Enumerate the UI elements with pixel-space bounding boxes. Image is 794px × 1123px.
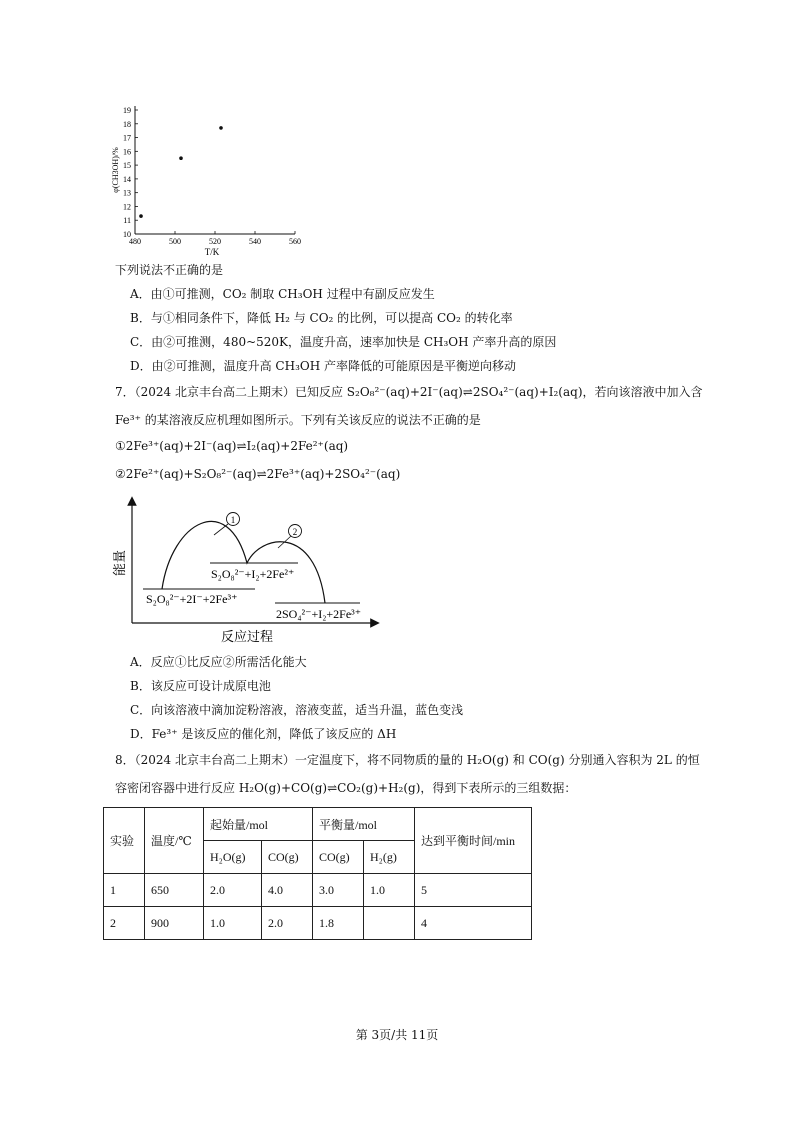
initial-label: S₂O₈²⁻+2I⁻+2Fe³⁺	[146, 592, 238, 606]
y-tick-label: 19	[123, 106, 131, 115]
peak-1-label: 1	[230, 515, 236, 525]
table-cell: 2	[104, 907, 145, 940]
y-tick-label: 12	[123, 202, 131, 212]
q7-equation-2: ②2Fe²⁺(aq)+S₂O₈²⁻(aq)⇌2Fe³⁺(aq)+2SO₄²⁻(aq)	[115, 467, 401, 481]
q6-option-a: A．由①可推测，CO₂ 制取 CH₃OH 过程中有副反应发生	[130, 287, 435, 301]
equilibrium-data-table	[103, 807, 532, 940]
q7-stem-line2: Fe³⁺ 的某溶液反应机理如图所示。下列有关该反应的说法不正确的是	[115, 413, 481, 427]
y-tick-label: 16	[123, 147, 131, 157]
intermediate-label: S₂O₈²⁻+I₂+2Fe²⁺	[211, 567, 295, 581]
subheader-co-eq: CO(g)	[313, 841, 364, 874]
x-tick-label: 520	[209, 237, 221, 246]
x-tick-label: 540	[249, 237, 261, 246]
table-row	[104, 907, 532, 940]
table-cell: 5	[415, 874, 532, 907]
table-cell: 1	[104, 874, 145, 907]
page-footer: 第 3页/共 11页	[355, 1028, 439, 1042]
table-cell	[364, 907, 415, 940]
x-tick-label: 480	[129, 237, 141, 246]
x-tick-label: 500	[169, 237, 181, 246]
scatter-point	[219, 126, 223, 130]
table-cell: 3.0	[313, 874, 364, 907]
peak-2-label: 2	[292, 527, 298, 537]
table-cell: 2.0	[262, 907, 313, 940]
header-initial-amount: 起始量/mol	[204, 808, 313, 841]
table-cell: 4.0	[262, 874, 313, 907]
energy-axis-label: 能量	[112, 549, 127, 577]
q7-option-d: D．Fe³⁺ 是该反应的催化剂，降低了该反应的 ΔH	[130, 727, 397, 741]
y-tick-label: 14	[123, 174, 131, 184]
table-header-row	[104, 808, 532, 841]
table-cell: 900	[145, 907, 204, 940]
q6-option-b: B．与①相同条件下，降低 H₂ 与 CO₂ 的比例，可以提高 CO₂ 的转化率	[130, 311, 513, 325]
header-experiment: 实验	[104, 808, 145, 874]
chart-points	[139, 126, 223, 218]
y-tick-label: 11	[123, 216, 131, 226]
reaction-axis-label: 反应过程	[220, 629, 274, 644]
y-tick-label: 15	[123, 161, 131, 171]
q6-option-c: C．由②可推测，480~520K，温度升高，速率加快是 CH₃OH 产率升高的原因	[130, 335, 557, 349]
q6-stem: 下列说法不正确的是	[115, 263, 224, 277]
table-cell: 1.0	[364, 874, 415, 907]
final-label: 2SO₄²⁻+I₂+2Fe³⁺	[276, 607, 362, 621]
q7-equation-1: ①2Fe³⁺(aq)+2I⁻(aq)⇌I₂(aq)+2Fe²⁺(aq)	[115, 439, 349, 453]
y-tick-label: 17	[123, 133, 131, 143]
q7-stem-line1: 7．（2024 北京丰台高二上期末）已知反应 S₂O₈²⁻(aq)+2I⁻(aq)⇌2SO₄²⁻(aq)+I₂(aq)，若向该溶液中加入含	[115, 385, 703, 399]
q7-option-a: A．反应①比反应②所需活化能大	[130, 655, 307, 669]
header-temperature: 温度/℃	[145, 808, 204, 874]
chart-x-label: T/K	[204, 247, 220, 257]
subheader-co: CO(g)	[262, 841, 313, 874]
chart-axes	[135, 106, 295, 234]
chart-ticks	[123, 106, 301, 246]
table-cell: 1.8	[313, 907, 364, 940]
y-tick-label: 10	[123, 230, 131, 239]
table-cell: 1.0	[204, 907, 262, 940]
y-tick-label: 13	[123, 188, 131, 198]
table-cell: 4	[415, 907, 532, 940]
y-tick-label: 18	[123, 119, 131, 129]
subheader-h2-eq: H₂(g)	[364, 841, 415, 874]
x-tick-label: 560	[289, 237, 301, 246]
scatter-point	[139, 214, 143, 218]
q6-option-d: D．由②可推测，温度升高 CH₃OH 产率降低的可能原因是平衡逆向移动	[130, 359, 517, 373]
q7-option-b: B．该反应可设计成原电池	[130, 679, 271, 693]
table-row	[104, 874, 532, 907]
ch3oh-scatter-chart	[100, 100, 310, 260]
q8-stem-line2: 容密闭容器中进行反应 H₂O(g)+CO(g)⇌CO₂(g)+H₂(g)，得到下表所示的三组数据：	[115, 781, 577, 795]
q8-stem-line1: 8．（2024 北京丰台高二上期末）一定温度下，将不同物质的量的 H₂O(g) 和 CO(g) 分别通入容积为 2L 的恒	[115, 753, 700, 767]
table-cell: 650	[145, 874, 204, 907]
scatter-point	[179, 156, 183, 160]
q7-option-c: C．向该溶液中滴加淀粉溶液，溶液变蓝，适当升温，蓝色变浅	[130, 703, 464, 717]
header-equilibrium-time: 达到平衡时间/min	[415, 808, 532, 874]
table-cell: 2.0	[204, 874, 262, 907]
energy-profile-diagram	[110, 493, 380, 648]
header-equilibrium-amount: 平衡量/mol	[313, 808, 415, 841]
chart-y-label: φ(CH3OH)/%	[111, 147, 120, 193]
subheader-h2o: H₂O(g)	[204, 841, 262, 874]
